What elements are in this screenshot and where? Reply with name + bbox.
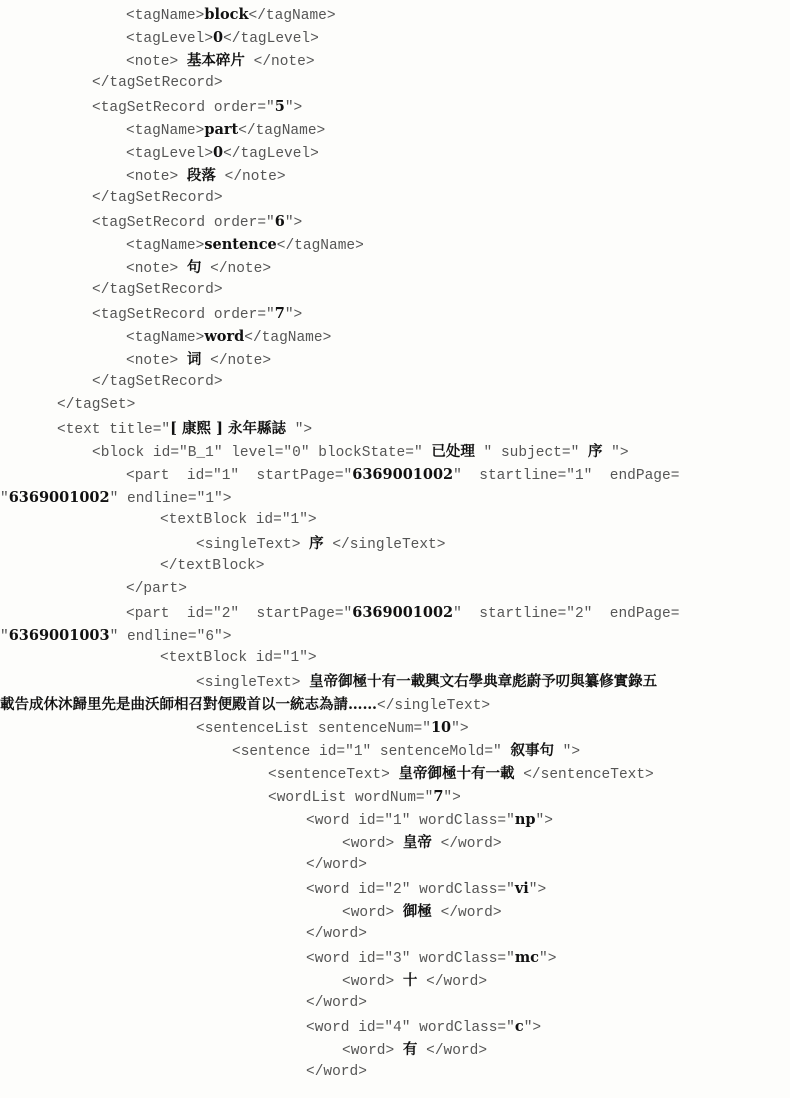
chinese-text: 基本碎片 (186, 52, 245, 69)
xml-markup: </note> (201, 261, 272, 277)
xml-markup: </note> (215, 169, 286, 185)
xml-markup: <tagSetRecord order=" (92, 100, 275, 116)
xml-markup: </word> (306, 857, 367, 873)
code-line (306, 946, 556, 969)
xml-markup: <wordList wordNum=" (268, 790, 434, 806)
attribute-value: 6369001002 (8, 489, 110, 506)
xml-markup: <note> (126, 261, 187, 277)
xml-markup: " startline="1" endPage= (453, 468, 680, 484)
attribute-value: np (514, 811, 536, 828)
xml-markup: " (0, 491, 9, 507)
code-line (306, 1015, 541, 1038)
code-line (126, 164, 286, 187)
attribute-value: c (514, 1018, 524, 1035)
xml-markup: </word> (306, 926, 367, 942)
xml-markup: "> (535, 813, 553, 829)
chinese-text: 序 (309, 535, 324, 552)
xml-markup: "> (286, 422, 313, 438)
code-line (126, 141, 319, 164)
xml-markup: <note> (126, 54, 187, 70)
code-line (306, 877, 546, 900)
code-line (126, 463, 679, 486)
chinese-text: 词 (186, 351, 202, 368)
xml-markup: <tagLevel> (126, 146, 214, 162)
xml-markup: <word id="2" wordClass=" (306, 882, 515, 898)
xml-markup: <tagSetRecord order=" (92, 307, 275, 323)
xml-markup: "> (602, 445, 629, 461)
code-line (126, 49, 315, 72)
xml-markup: " subject=" (474, 445, 588, 461)
xml-markup: <part id="1" startPage=" (126, 468, 353, 484)
xml-markup: </singleText> (323, 537, 446, 553)
code-line (126, 118, 325, 141)
code-line (342, 1038, 487, 1061)
code-line (306, 923, 367, 946)
xml-markup: <note> (126, 353, 187, 369)
code-line (126, 26, 319, 49)
xml-markup: "> (553, 744, 581, 760)
code-line (92, 302, 302, 325)
xml-markup: </word> (417, 1043, 488, 1059)
code-line (306, 808, 553, 831)
code-line (196, 716, 469, 739)
chinese-text: 十 (402, 972, 418, 989)
xml-markup: <sentenceText> (268, 767, 399, 783)
chinese-text: 有 (402, 1041, 418, 1058)
attribute-value: part (204, 121, 239, 138)
code-line (92, 279, 223, 302)
code-line (306, 1061, 367, 1084)
chinese-text: [ 康熙 ] 永年縣誌 (170, 420, 286, 437)
code-line (126, 578, 187, 601)
code-line (160, 647, 317, 670)
xml-markup: </word> (306, 1064, 367, 1080)
xml-markup: </singleText> (377, 698, 491, 714)
attribute-value: 0 (213, 144, 224, 161)
code-line (196, 670, 657, 693)
code-line (126, 256, 271, 279)
code-line (342, 900, 502, 923)
xml-markup: <word> (342, 974, 403, 990)
xml-markup: </tagSet> (57, 397, 136, 413)
xml-markup: </tagName> (276, 238, 364, 254)
xml-markup: <tagName> (126, 123, 205, 139)
code-line (92, 95, 302, 118)
xml-markup: </tagSetRecord> (92, 282, 223, 298)
chinese-text: 序 (587, 443, 603, 460)
xml-markup: </word> (431, 905, 502, 921)
xml-markup: <textBlock id="1"> (160, 650, 317, 666)
xml-markup: <word> (342, 905, 403, 921)
xml-markup: "> (284, 100, 303, 116)
xml-markup: <sentenceList sentenceNum=" (196, 721, 431, 737)
code-line (232, 739, 580, 762)
code-line (0, 486, 231, 509)
attribute-value: vi (514, 880, 529, 897)
xml-markup: </tagSetRecord> (92, 190, 223, 206)
xml-markup: <block id="B_1" level="0" blockState=" (92, 445, 432, 461)
code-line (0, 693, 490, 716)
code-line (342, 969, 487, 992)
xml-markup: </word> (431, 836, 502, 852)
xml-markup: <textBlock id="1"> (160, 512, 317, 528)
attribute-value: 6369001002 (352, 604, 454, 621)
xml-markup: </tagName> (248, 8, 336, 24)
xml-markup: " endline="1"> (109, 491, 232, 507)
code-line (57, 394, 135, 417)
code-line (92, 187, 223, 210)
code-line (268, 762, 654, 785)
xml-markup: </tagLevel> (223, 146, 319, 162)
xml-markup: </tagSetRecord> (92, 75, 223, 91)
xml-markup: </part> (126, 581, 187, 597)
code-line (306, 992, 367, 1015)
xml-markup: <singleText> (196, 675, 310, 691)
attribute-value: 6 (274, 213, 285, 230)
attribute-value: 7 (274, 305, 285, 322)
code-line (0, 624, 231, 647)
xml-markup: <tagLevel> (126, 31, 214, 47)
xml-markup: " (0, 629, 9, 645)
attribute-value: 6369001002 (352, 466, 454, 483)
code-line (160, 509, 317, 532)
xml-markup: </note> (244, 54, 315, 70)
xml-markup: </textBlock> (160, 558, 265, 574)
attribute-value: 0 (213, 29, 224, 46)
xml-markup: <text title=" (57, 422, 171, 438)
attribute-value: block (204, 6, 249, 23)
xml-markup: " startline="2" endPage= (453, 606, 680, 622)
xml-markup: </sentenceText> (514, 767, 654, 783)
code-line (57, 417, 312, 440)
xml-markup: " endline="6"> (109, 629, 232, 645)
xml-markup: "> (451, 721, 469, 737)
xml-markup: <sentence id="1" sentenceMold=" (232, 744, 511, 760)
xml-markup: <part id="2" startPage=" (126, 606, 353, 622)
code-line (92, 440, 629, 463)
xml-markup: <tagSetRecord order=" (92, 215, 275, 231)
code-line (126, 601, 679, 624)
xml-markup: <singleText> (196, 537, 310, 553)
code-line (196, 532, 445, 555)
xml-markup: </word> (306, 995, 367, 1011)
xml-markup: "> (539, 951, 557, 967)
chinese-text: 御極 (402, 903, 432, 920)
xml-markup: <tagName> (126, 238, 205, 254)
attribute-value: 7 (433, 788, 444, 805)
attribute-value: 5 (274, 98, 285, 115)
chinese-text: 段落 (186, 167, 216, 184)
code-line (306, 854, 367, 877)
xml-markup: <word id="1" wordClass=" (306, 813, 515, 829)
xml-markup: </tagSetRecord> (92, 374, 223, 390)
xml-markup: "> (528, 882, 547, 898)
chinese-text: 已处理 (431, 443, 475, 460)
code-line (126, 3, 336, 26)
code-line (126, 233, 364, 256)
xml-markup: <tagName> (126, 8, 205, 24)
xml-markup: "> (443, 790, 461, 806)
xml-markup: <word id="4" wordClass=" (306, 1020, 515, 1036)
attribute-value: 6369001003 (8, 627, 110, 644)
chinese-text: 皇帝御極十有一載興文右學典章彪蔚予叨與纂修實錄五 (309, 673, 658, 690)
xml-markup: "> (284, 215, 303, 231)
xml-markup: <word id="3" wordClass=" (306, 951, 515, 967)
code-line (126, 325, 331, 348)
code-line (268, 785, 461, 808)
xml-markup: <note> (126, 169, 187, 185)
attribute-value: word (204, 328, 245, 345)
code-line (92, 72, 223, 95)
xml-markup: </note> (201, 353, 272, 369)
code-line (92, 371, 223, 394)
chinese-text: 句 (186, 259, 202, 276)
chinese-text: 皇帝 (402, 834, 432, 851)
code-line (126, 348, 271, 371)
code-line (160, 555, 264, 578)
xml-markup: "> (284, 307, 303, 323)
attribute-value: sentence (204, 236, 277, 253)
xml-markup: <tagName> (126, 330, 205, 346)
xml-markup: </tagName> (244, 330, 332, 346)
xml-markup: </tagName> (238, 123, 326, 139)
xml-markup: "> (523, 1020, 542, 1036)
chinese-text: 載告成休沐歸里先是曲沃師相召對便殿首以一統志為請…… (0, 696, 377, 713)
chinese-text: 皇帝御極十有一載 (398, 765, 515, 782)
attribute-value: mc (514, 949, 540, 966)
xml-markup: <word> (342, 1043, 403, 1059)
xml-markup: <word> (342, 836, 403, 852)
code-line (342, 831, 502, 854)
xml-markup: </word> (417, 974, 488, 990)
xml-markup: </tagLevel> (223, 31, 319, 47)
chinese-text: 叙事句 (510, 742, 554, 759)
attribute-value: 10 (430, 719, 452, 736)
code-line (92, 210, 302, 233)
